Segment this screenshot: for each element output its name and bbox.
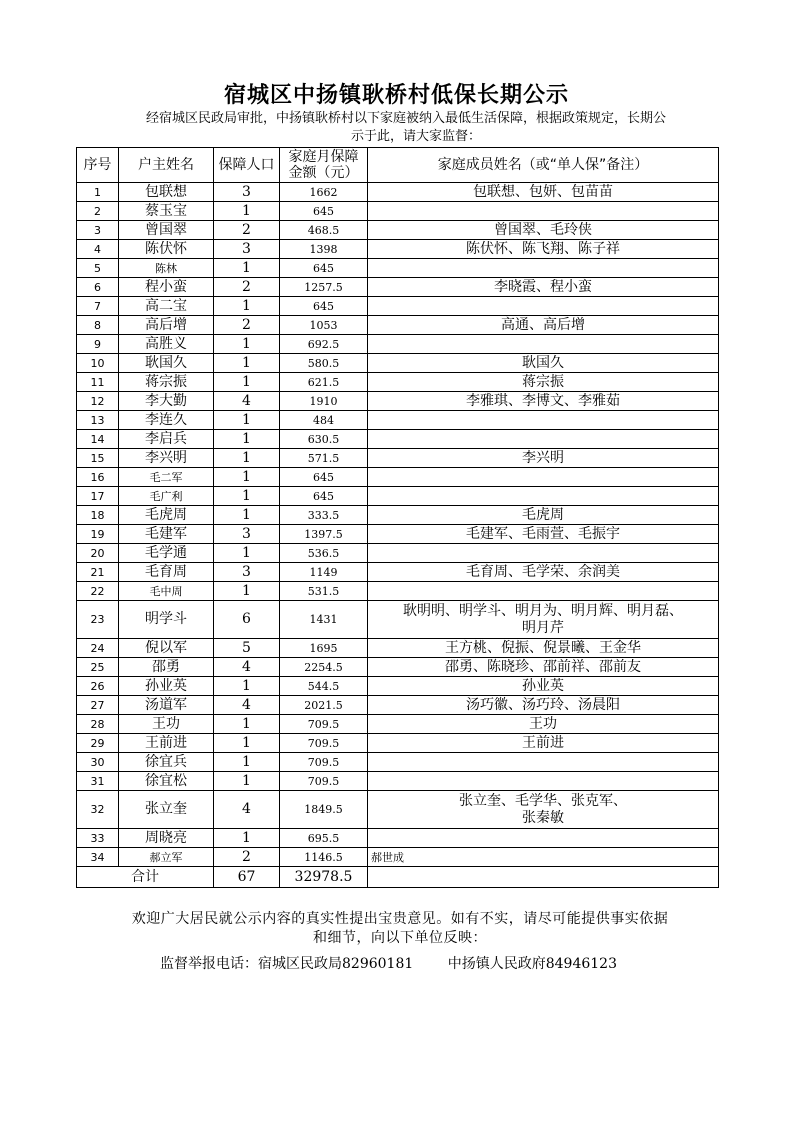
- row-name: 毛学通: [119, 544, 214, 563]
- row-name: 徐宜兵: [119, 753, 214, 772]
- row-members: [368, 240, 719, 259]
- row-count: 1: [214, 297, 280, 316]
- row-members: [368, 278, 719, 297]
- row-count: 1: [214, 715, 280, 734]
- row-members-line: 蒋宗振: [522, 373, 564, 390]
- row-members-line: 毛建军、毛雨萱、毛振宇: [466, 525, 620, 542]
- row-members-line: 李兴明: [522, 449, 564, 466]
- row-members-line: 郝世成: [371, 850, 404, 864]
- table-row: [77, 221, 719, 240]
- row-name: 陈伏怀: [119, 240, 214, 259]
- row-no: 29: [77, 734, 119, 753]
- row-name: 蒋宗振: [119, 373, 214, 392]
- row-count: 1: [214, 430, 280, 449]
- table-body: [77, 183, 719, 867]
- row-members-line: 明月芹: [522, 619, 564, 636]
- row-name: 蔡玉宝: [119, 202, 214, 221]
- table-row: [77, 392, 719, 411]
- row-members: [368, 411, 719, 430]
- row-members: [368, 430, 719, 449]
- row-amount: 621.5: [280, 373, 368, 392]
- row-count: 1: [214, 772, 280, 791]
- header-amount-line-2: 金额（元）: [288, 165, 359, 181]
- intro-line-1: 经宿城区民政局审批，中扬镇耿桥村以下家庭被纳入最低生活保障，根据政策规定，长期公: [145, 111, 666, 126]
- table-row: [77, 297, 719, 316]
- row-count: 2: [214, 848, 280, 867]
- row-count: 1: [214, 677, 280, 696]
- row-members-line: 毛虎周: [522, 506, 564, 523]
- row-name: 徐宜松: [119, 772, 214, 791]
- row-name: 毛育周: [119, 563, 214, 582]
- row-members: [368, 601, 719, 639]
- row-name: 包联想: [119, 183, 214, 202]
- row-no: 28: [77, 715, 119, 734]
- row-no: 2: [77, 202, 119, 221]
- header-name: 户主姓名: [119, 148, 214, 183]
- row-amount: 630.5: [280, 430, 368, 449]
- total-row: [77, 867, 719, 888]
- row-count: 4: [214, 658, 280, 677]
- table-row: [77, 259, 719, 278]
- row-amount: 1397.5: [280, 525, 368, 544]
- row-count: 1: [214, 259, 280, 278]
- total-amount: 32978.5: [280, 867, 368, 888]
- row-count: 2: [214, 316, 280, 335]
- row-count: 1: [214, 753, 280, 772]
- row-no: 22: [77, 582, 119, 601]
- row-name: 李兴明: [119, 449, 214, 468]
- table-row: [77, 278, 719, 297]
- table-row: [77, 373, 719, 392]
- row-members: [368, 506, 719, 525]
- row-members: [368, 734, 719, 753]
- table-row: [77, 791, 719, 829]
- table-row: [77, 639, 719, 658]
- row-amount: 645: [280, 259, 368, 278]
- row-no: 27: [77, 696, 119, 715]
- row-members: [368, 354, 719, 373]
- row-name: 周晓亮: [119, 829, 214, 848]
- table-row: [77, 525, 719, 544]
- row-name: 李启兵: [119, 430, 214, 449]
- row-no: 10: [77, 354, 119, 373]
- row-amount: 645: [280, 202, 368, 221]
- row-amount: 645: [280, 487, 368, 506]
- table-row: [77, 202, 719, 221]
- contact-civil-affairs: 监督举报电话：宿城区民政局82960181: [160, 956, 414, 972]
- row-members-line: 高通、高后增: [501, 316, 585, 333]
- row-amount: 468.5: [280, 221, 368, 240]
- row-count: 4: [214, 696, 280, 715]
- row-members: [368, 791, 719, 829]
- row-members: [368, 335, 719, 354]
- row-name: 高后增: [119, 316, 214, 335]
- row-name: 李大勤: [119, 392, 214, 411]
- row-no: 8: [77, 316, 119, 335]
- row-members-line: 王前进: [522, 734, 564, 751]
- row-no: 31: [77, 772, 119, 791]
- table-row: [77, 335, 719, 354]
- row-members-line: 汤巧徽、汤巧玲、汤晨阳: [466, 696, 620, 713]
- table-row: [77, 411, 719, 430]
- row-name: 孙业英: [119, 677, 214, 696]
- row-members: [368, 259, 719, 278]
- footer-line-2: 和细节，向以下单位反映：: [313, 930, 487, 946]
- row-no: 16: [77, 468, 119, 487]
- table-row: [77, 829, 719, 848]
- row-members-line: 张秦敏: [522, 809, 564, 826]
- row-count: 3: [214, 240, 280, 259]
- row-members: [368, 715, 719, 734]
- total-members-empty: [368, 867, 719, 888]
- row-name: 毛虎周: [119, 506, 214, 525]
- header-amount: [280, 148, 368, 183]
- row-no: 5: [77, 259, 119, 278]
- row-members-line: 曾国翠、毛玲侠: [494, 221, 592, 238]
- row-no: 17: [77, 487, 119, 506]
- row-no: 20: [77, 544, 119, 563]
- row-count: 1: [214, 335, 280, 354]
- table-row: [77, 354, 719, 373]
- row-count: 1: [214, 449, 280, 468]
- row-members-line: 包联想、包妍、包苗苗: [473, 183, 613, 200]
- row-amount: 1146.5: [280, 848, 368, 867]
- row-name: 毛二军: [119, 468, 214, 487]
- row-name: 王前进: [119, 734, 214, 753]
- table-row: [77, 677, 719, 696]
- row-count: 1: [214, 373, 280, 392]
- row-amount: 571.5: [280, 449, 368, 468]
- row-count: 3: [214, 563, 280, 582]
- row-amount: 333.5: [280, 506, 368, 525]
- row-no: 24: [77, 639, 119, 658]
- table-row: [77, 468, 719, 487]
- row-amount: 580.5: [280, 354, 368, 373]
- row-name: 曾国翠: [119, 221, 214, 240]
- row-no: 34: [77, 848, 119, 867]
- row-members: [368, 183, 719, 202]
- row-no: 7: [77, 297, 119, 316]
- table-row: [77, 601, 719, 639]
- row-count: 1: [214, 468, 280, 487]
- row-no: 21: [77, 563, 119, 582]
- table-row: [77, 696, 719, 715]
- row-amount: 1662: [280, 183, 368, 202]
- row-amount: 1257.5: [280, 278, 368, 297]
- row-members: [368, 525, 719, 544]
- row-no: 19: [77, 525, 119, 544]
- table-row: [77, 734, 719, 753]
- table-row: [77, 544, 719, 563]
- intro-line-2: 示于此，请大家监督：: [350, 129, 481, 144]
- row-count: 4: [214, 791, 280, 829]
- total-label: 合计: [77, 867, 214, 888]
- row-amount: 1910: [280, 392, 368, 411]
- row-count: 1: [214, 582, 280, 601]
- row-no: 3: [77, 221, 119, 240]
- row-amount: 484: [280, 411, 368, 430]
- row-no: 11: [77, 373, 119, 392]
- row-count: 1: [214, 829, 280, 848]
- row-count: 1: [214, 506, 280, 525]
- row-no: 26: [77, 677, 119, 696]
- row-members-line: 王方桃、倪振、倪景曦、王金华: [445, 639, 641, 656]
- row-amount: 709.5: [280, 734, 368, 753]
- row-members: [368, 753, 719, 772]
- row-members-line: 李晓霞、程小蛮: [494, 278, 592, 295]
- row-members: [368, 297, 719, 316]
- table-row: [77, 753, 719, 772]
- row-no: 30: [77, 753, 119, 772]
- header-count: 保障人口: [214, 148, 280, 183]
- row-name: 程小蛮: [119, 278, 214, 297]
- row-amount: 692.5: [280, 335, 368, 354]
- row-members-line: 邵勇、陈晓珍、邵前祥、邵前友: [445, 658, 641, 675]
- table-row: [77, 772, 719, 791]
- row-count: 1: [214, 411, 280, 430]
- row-name: 倪以军: [119, 639, 214, 658]
- row-members-line: 孙业英: [522, 677, 564, 694]
- row-name: 耿国久: [119, 354, 214, 373]
- footer-note: [100, 910, 700, 948]
- row-amount: 695.5: [280, 829, 368, 848]
- row-no: 12: [77, 392, 119, 411]
- row-name: 毛广利: [119, 487, 214, 506]
- row-name: 张立奎: [119, 791, 214, 829]
- row-members: [368, 772, 719, 791]
- row-amount: 531.5: [280, 582, 368, 601]
- row-members: [368, 677, 719, 696]
- row-amount: 536.5: [280, 544, 368, 563]
- intro-text: [96, 110, 716, 146]
- row-no: 1: [77, 183, 119, 202]
- table-row: [77, 240, 719, 259]
- row-members: [368, 373, 719, 392]
- row-name: 高胜义: [119, 335, 214, 354]
- row-count: 1: [214, 202, 280, 221]
- row-count: 4: [214, 392, 280, 411]
- row-members: [368, 221, 719, 240]
- header-no: 序号: [77, 148, 119, 183]
- table-row: [77, 487, 719, 506]
- row-amount: 2254.5: [280, 658, 368, 677]
- table-row: [77, 430, 719, 449]
- table-row: [77, 449, 719, 468]
- row-amount: 1398: [280, 240, 368, 259]
- row-no: 6: [77, 278, 119, 297]
- row-count: 1: [214, 487, 280, 506]
- total-count: 67: [214, 867, 280, 888]
- row-count: 6: [214, 601, 280, 639]
- row-members: [368, 544, 719, 563]
- table-row: [77, 506, 719, 525]
- row-count: 3: [214, 183, 280, 202]
- row-no: 23: [77, 601, 119, 639]
- row-no: 32: [77, 791, 119, 829]
- row-members-line: 王功: [529, 715, 557, 732]
- contact-town-government: 中扬镇人民政府84946123: [447, 956, 617, 972]
- row-count: 3: [214, 525, 280, 544]
- row-members: [368, 848, 719, 867]
- row-no: 33: [77, 829, 119, 848]
- row-members: [368, 449, 719, 468]
- row-name: 汤道军: [119, 696, 214, 715]
- table-row: [77, 316, 719, 335]
- header-amount-line-1: 家庭月保障: [288, 149, 359, 165]
- table-header-row: [77, 148, 719, 183]
- row-no: 13: [77, 411, 119, 430]
- table-row: [77, 582, 719, 601]
- row-no: 25: [77, 658, 119, 677]
- row-name: 李连久: [119, 411, 214, 430]
- row-members: [368, 468, 719, 487]
- table-row: [77, 848, 719, 867]
- page-title: 宿城区中扬镇耿桥村低保长期公示: [223, 83, 569, 108]
- assistance-table: [76, 147, 719, 888]
- header-members: 家庭成员姓名（或“单人保”备注）: [368, 148, 719, 183]
- row-members: [368, 696, 719, 715]
- row-no: 15: [77, 449, 119, 468]
- row-name: 王功: [119, 715, 214, 734]
- row-amount: 544.5: [280, 677, 368, 696]
- row-members-line: 毛育周、毛学荣、余润美: [466, 563, 620, 580]
- row-members-line: 耿明明、明学斗、明月为、明月辉、明月磊、: [403, 602, 683, 619]
- row-members: [368, 316, 719, 335]
- row-count: 1: [214, 354, 280, 373]
- table-row: [77, 563, 719, 582]
- row-members: [368, 563, 719, 582]
- row-amount: 709.5: [280, 772, 368, 791]
- row-name: 明学斗: [119, 601, 214, 639]
- row-members-line: 李雅琪、李博文、李雅茹: [466, 392, 620, 409]
- row-members: [368, 487, 719, 506]
- row-amount: 1431: [280, 601, 368, 639]
- table-row: [77, 658, 719, 677]
- row-count: 1: [214, 544, 280, 563]
- row-count: 2: [214, 221, 280, 240]
- row-amount: 1149: [280, 563, 368, 582]
- row-members-line: 张立奎、毛学华、张克军、: [459, 792, 627, 809]
- row-amount: 645: [280, 297, 368, 316]
- row-name: 高二宝: [119, 297, 214, 316]
- table-row: [77, 715, 719, 734]
- row-amount: 2021.5: [280, 696, 368, 715]
- row-amount: 709.5: [280, 715, 368, 734]
- row-members: [368, 202, 719, 221]
- row-members: [368, 392, 719, 411]
- table-row: [77, 183, 719, 202]
- row-name: 邵勇: [119, 658, 214, 677]
- contact-line: [160, 953, 617, 973]
- row-members: [368, 582, 719, 601]
- row-count: 1: [214, 734, 280, 753]
- row-name: 毛中周: [119, 582, 214, 601]
- row-no: 18: [77, 506, 119, 525]
- row-no: 9: [77, 335, 119, 354]
- row-amount: 1053: [280, 316, 368, 335]
- row-name: 郝立军: [119, 848, 214, 867]
- row-no: 4: [77, 240, 119, 259]
- row-count: 5: [214, 639, 280, 658]
- row-amount: 709.5: [280, 753, 368, 772]
- row-name: 毛建军: [119, 525, 214, 544]
- row-members: [368, 658, 719, 677]
- row-members: [368, 639, 719, 658]
- row-amount: 645: [280, 468, 368, 487]
- footer-line-1: 欢迎广大居民就公示内容的真实性提出宝贵意见。如有不实，请尽可能提供事实依据: [131, 911, 669, 927]
- row-no: 14: [77, 430, 119, 449]
- row-count: 2: [214, 278, 280, 297]
- row-members-line: 耿国久: [522, 354, 564, 371]
- row-members-line: 陈伏怀、陈飞翔、陈子祥: [466, 240, 620, 257]
- row-name: 陈林: [119, 259, 214, 278]
- row-amount: 1849.5: [280, 791, 368, 829]
- row-amount: 1695: [280, 639, 368, 658]
- row-members: [368, 829, 719, 848]
